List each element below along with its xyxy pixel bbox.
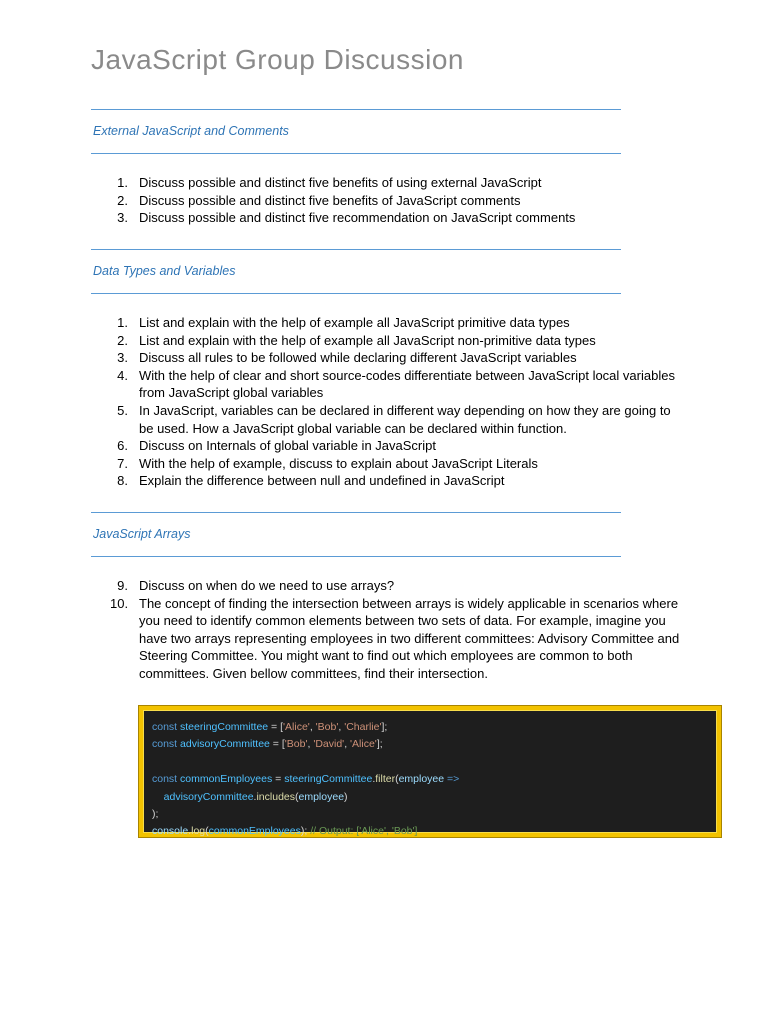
list-item-text: The concept of finding the intersection between arrays is widely applicable in scenarios where you need to identify common elements between two sets of data. For example, imagine you have two arrays representing employees in two different committees: Advisory Committee and Steering Committee. You might want to find out which employees are common to both committees. Given bellow committees, find their intersection.	[139, 595, 680, 681]
code-token: ,	[307, 738, 314, 751]
section-title: Data Types and Variables	[93, 264, 236, 278]
list-item	[110, 595, 685, 683]
list-item-text: Discuss possible and distinct five benefits of using external JavaScript	[139, 175, 542, 190]
list-item-number: 2.	[117, 332, 128, 348]
list-item-text: With the help of example, discuss to explain about JavaScript Literals	[139, 455, 538, 471]
list-item-number: 5.	[117, 402, 128, 418]
list-item	[110, 472, 685, 490]
code-token: steeringCommittee	[180, 721, 269, 733]
question-list-external-js	[110, 174, 685, 227]
code-token: employee	[298, 790, 345, 803]
code-token: ];	[381, 721, 388, 733]
code-token: 'Alice'	[350, 738, 377, 751]
list-item-text: List and explain with the help of example all JavaScript primitive data types	[139, 315, 570, 330]
list-item-text: Discuss possible and distinct five recommendation on JavaScript comments	[139, 210, 576, 226]
code-token: commonEmployees	[180, 773, 273, 786]
code-token: const	[152, 738, 181, 751]
list-item	[110, 332, 685, 350]
list-item	[110, 577, 685, 595]
list-item-number: 3.	[117, 210, 128, 226]
section-header-external-js	[91, 109, 621, 154]
document-title: JavaScript Group Discussion	[91, 44, 464, 75]
list-item-text: List and explain with the help of example all JavaScript non-primitive data types	[139, 332, 596, 348]
section-title: External JavaScript and Comments	[93, 124, 289, 138]
code-token: =>	[447, 773, 460, 786]
code-token: );	[152, 807, 159, 820]
section-rule-bottom	[91, 293, 621, 294]
code-token: const	[152, 721, 181, 733]
section-rule-bottom	[91, 556, 621, 557]
code-token: (	[395, 773, 399, 786]
list-item	[110, 209, 685, 227]
list-item-number: 4.	[117, 367, 128, 383]
question-list-data-types	[110, 314, 685, 490]
code-token: ,	[344, 738, 351, 751]
code-token: 'Bob'	[315, 721, 339, 733]
section-header-arrays	[91, 512, 621, 557]
list-item-number: 8.	[117, 473, 128, 489]
list-item-number: 1.	[117, 175, 128, 190]
list-item-number: 7.	[117, 455, 128, 471]
list-item	[110, 192, 685, 210]
code-token: (	[205, 825, 209, 838]
code-line	[152, 736, 716, 753]
code-token: 'Bob'	[284, 738, 308, 751]
code-token: advisoryCommittee	[180, 738, 270, 751]
list-item	[110, 455, 685, 473]
code-token: .	[253, 790, 257, 803]
code-token: console	[152, 825, 189, 838]
code-token: ];	[376, 738, 383, 751]
code-line	[152, 823, 716, 840]
list-item-text: Explain the difference between null and undefined in JavaScript	[139, 473, 505, 489]
code-token: 'Charlie'	[344, 721, 382, 733]
code-token: commonEmployees	[208, 825, 301, 838]
code-snippet-frame	[138, 705, 722, 838]
list-item	[110, 349, 685, 367]
code-line	[152, 754, 716, 771]
list-item-text: Discuss on Internals of global variable in JavaScript	[139, 438, 436, 454]
code-token: .	[372, 773, 376, 786]
list-item-text: Discuss on when do we need to use arrays?	[139, 578, 395, 593]
list-item-text: In JavaScript, variables can be declared in different way depending on how they are going to be used. How a JavaScript global variable can be declared within function.	[139, 402, 671, 436]
code-token: = [	[268, 721, 284, 733]
list-item-number: 10.	[110, 595, 129, 611]
section-title: JavaScript Arrays	[93, 527, 191, 541]
list-item-number: 2.	[117, 192, 128, 208]
list-item-number: 9.	[117, 578, 128, 593]
list-item-number: 1.	[117, 315, 128, 330]
list-item-number: 3.	[117, 350, 128, 366]
code-snippet	[143, 710, 717, 838]
list-item	[110, 402, 685, 437]
code-token: .	[188, 825, 192, 838]
code-line	[152, 806, 716, 823]
list-item-text: Discuss possible and distinct five benefits of JavaScript comments	[139, 192, 521, 208]
code-line	[152, 789, 716, 806]
code-token: log	[191, 825, 206, 838]
list-item	[110, 314, 685, 332]
code-token: )	[344, 790, 348, 803]
code-token: advisoryCommittee	[163, 790, 254, 803]
code-token: (	[295, 790, 299, 803]
code-line	[152, 719, 716, 736]
code-token: 'David'	[313, 738, 345, 751]
list-item	[110, 174, 685, 192]
section-header-data-types	[91, 249, 621, 294]
code-token: 'Alice'	[283, 721, 310, 733]
code-token: ,	[309, 721, 316, 733]
section-rule-bottom	[91, 153, 621, 154]
list-item-text: With the help of clear and short source-codes differentiate between JavaScript local variables from JavaScript global variables	[139, 367, 675, 401]
code-token: employee	[398, 773, 445, 786]
code-token: = [	[269, 738, 285, 751]
code-token: ,	[338, 721, 345, 733]
code-line	[152, 771, 716, 788]
code-token: );	[300, 825, 311, 838]
code-token: const	[152, 773, 181, 786]
code-token: // Output: ['Alice', 'Bob']	[310, 825, 418, 838]
list-item-number: 6.	[117, 438, 128, 454]
list-item	[110, 437, 685, 455]
list-item-text: Discuss all rules to be followed while declaring different JavaScript variables	[139, 350, 577, 366]
question-list-arrays	[110, 577, 685, 683]
code-token	[152, 791, 164, 803]
code-token: steeringCommittee	[284, 773, 373, 786]
code-token: =	[272, 773, 285, 786]
list-item	[110, 367, 685, 402]
code-token: filter	[375, 773, 396, 786]
code-token: includes	[256, 790, 295, 803]
